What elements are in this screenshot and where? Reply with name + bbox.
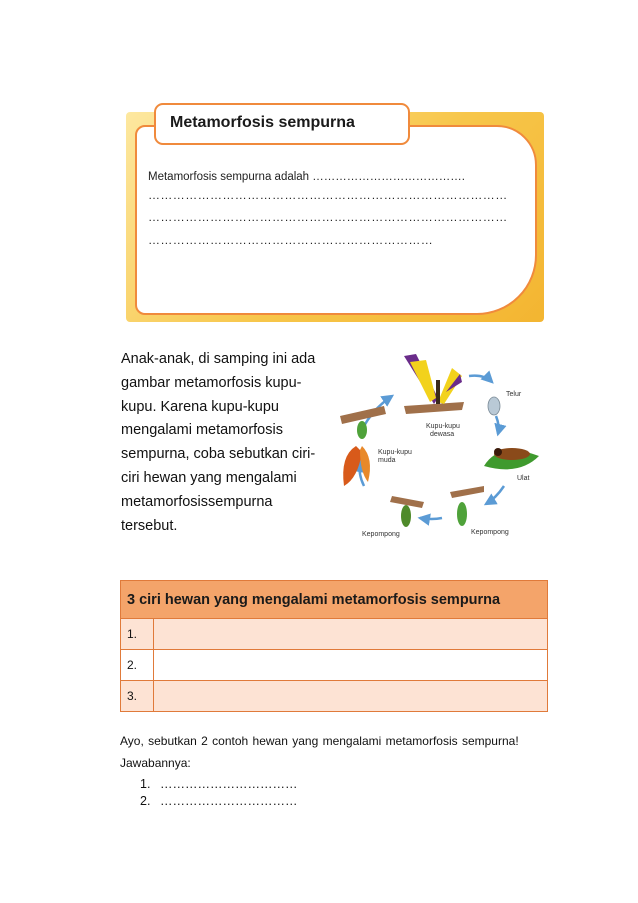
answer-number: 2.	[140, 794, 151, 808]
label-adult: Kupu-kupu	[426, 423, 460, 430]
label-egg: Telur	[506, 391, 522, 398]
intro-line: sempurna, coba sebutkan ciri-	[121, 446, 316, 463]
definition-blank-line[interactable]: ……………………………………………………………	[148, 233, 434, 247]
table-row	[121, 681, 548, 712]
egg-icon	[488, 397, 500, 415]
definition-prompt[interactable]: Metamorfosis sempurna adalah ………………………………….	[148, 171, 465, 183]
definition-blank-line[interactable]: ……………………………………………………………………………	[148, 188, 508, 202]
answer-item	[140, 794, 298, 808]
intro-line: ciri hewan yang mengalami	[121, 469, 297, 486]
label-young: muda	[378, 457, 396, 464]
answer-cell[interactable]	[154, 650, 548, 681]
young-butterfly-icon	[340, 406, 386, 486]
answer-blank[interactable]: ……………………………	[160, 777, 298, 791]
table-header-row	[121, 581, 548, 619]
adult-butterfly-icon	[404, 354, 464, 414]
butterfly-lifecycle-illustration	[334, 346, 544, 546]
row-number: 1.	[121, 619, 154, 650]
answer-cell[interactable]	[154, 619, 548, 650]
intro-line: mengalami metamorfosis	[121, 422, 283, 439]
answer-number: 1.	[140, 777, 151, 791]
intro-line: metamorfosissempurna	[121, 493, 273, 510]
arrow-icon	[486, 486, 504, 504]
table-row	[121, 650, 548, 681]
intro-paragraph	[121, 348, 336, 538]
question-text: Ayo, sebutkan 2 contoh hewan yang mengalami metamorfosis sempurna!	[120, 734, 519, 748]
answer-cell[interactable]	[154, 681, 548, 712]
arrow-icon	[420, 518, 442, 519]
intro-line: Anak-anak, di samping ini ada	[121, 351, 316, 367]
intro-line: gambar metamorfosis kupu-	[121, 374, 302, 391]
table-row	[121, 619, 548, 650]
row-number: 2.	[121, 650, 154, 681]
label-larva: Ulat	[517, 475, 530, 482]
characteristics-table	[120, 580, 548, 712]
definition-card-title: Metamorfosis sempurna	[170, 114, 355, 131]
label-young: Kupu-kupu	[378, 449, 412, 456]
answer-label: Jawabannya:	[120, 756, 191, 770]
table-header: 3 ciri hewan yang mengalami metamorfosis sempurna	[121, 581, 548, 619]
label-adult: dewasa	[430, 431, 455, 438]
pupa-icon	[450, 486, 484, 526]
intro-line: tersebut.	[121, 517, 178, 534]
caterpillar-icon	[484, 448, 539, 469]
answer-item	[140, 777, 298, 791]
answer-blank[interactable]: ……………………………	[160, 794, 298, 808]
definition-blank-line[interactable]: ……………………………………………………………………………	[148, 210, 508, 224]
arrow-icon	[496, 416, 499, 434]
row-number: 3.	[121, 681, 154, 712]
arrow-icon	[469, 376, 492, 382]
label-pupa-right: Kepompong	[471, 529, 509, 536]
pupa-icon	[390, 496, 424, 527]
intro-line: kupu. Karena kupu-kupu	[121, 398, 279, 415]
label-pupa-left: Kepompong	[362, 531, 400, 538]
